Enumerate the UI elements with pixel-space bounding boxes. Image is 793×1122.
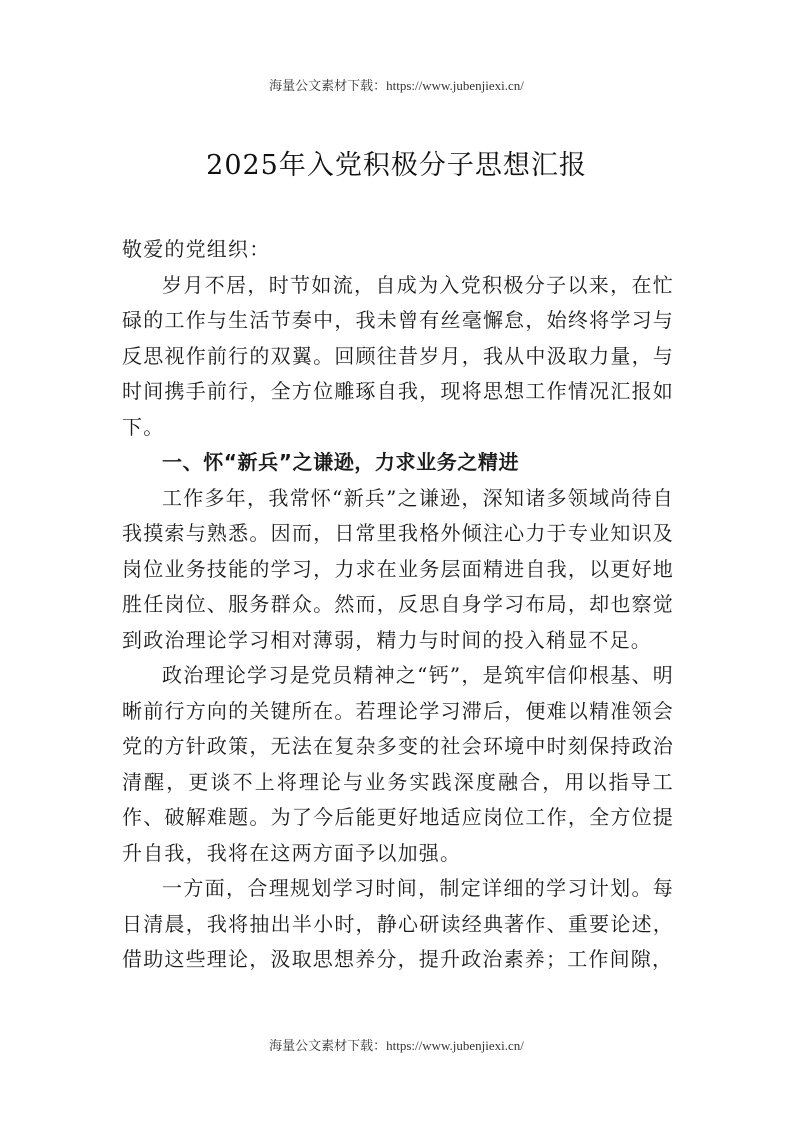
document-title: 2025年入党积极分子思想汇报	[206, 150, 587, 181]
document-body	[122, 232, 674, 978]
page-header: 海量公文素材下载：https://www.jubenjiexi.cn/	[269, 78, 524, 93]
body-paragraph: 政治理论学习是党员精神之“钙”，是筑牢信仰根基、明晰前行方向的关键所在。若理论学习滞后，便难以精准领会党的方针政策，无法在复杂多变的社会环境中时刻保持政治清醒，更谈不上将理论与业务实践深度融合，用以指导工作、破解难题。为了今后能更好地适应岗位工作，全方位提升自我，我将在这两方面予以加强。	[122, 663, 674, 865]
body-paragraph-intro: 岁月不居，时节如流，自成为入党积极分子以来，在忙碌的工作与生活节奏中，我未曾有丝毫懈怠，始终将学习与反思视作前行的双翼。回顾往昔岁月，我从中汲取力量，与时间携手前行，全方位雕琢自我，现将思想工作情况汇报如下。	[122, 272, 674, 439]
body-paragraph: 工作多年，我常怀“新兵”之谦逊，深知诸多领域尚待自我摸索与熟悉。因而，日常里我格外倾注心力于专业知识及岗位业务技能的学习，力求在业务层面精进自我，以更好地胜任岗位、服务群众。然而，反思自身学习布局，却也察觉到政治理论学习相对薄弱，精力与时间的投入稍显不足。	[122, 485, 674, 652]
salutation: 敬爱的党组织：	[122, 237, 271, 261]
section-heading-1: 一、怀“新兵”之谦逊，力求业务之精进	[162, 450, 520, 474]
page-footer: 海量公文素材下载：https://www.jubenjiexi.cn/	[269, 1038, 524, 1053]
body-paragraph: 一方面，合理规划学习时间，制定详细的学习计划。每日清晨，我将抽出半小时，静心研读经典著作、重要论述，借助这些理论，汲取思想养分，提升政治素养；工作间隙，	[122, 876, 674, 971]
